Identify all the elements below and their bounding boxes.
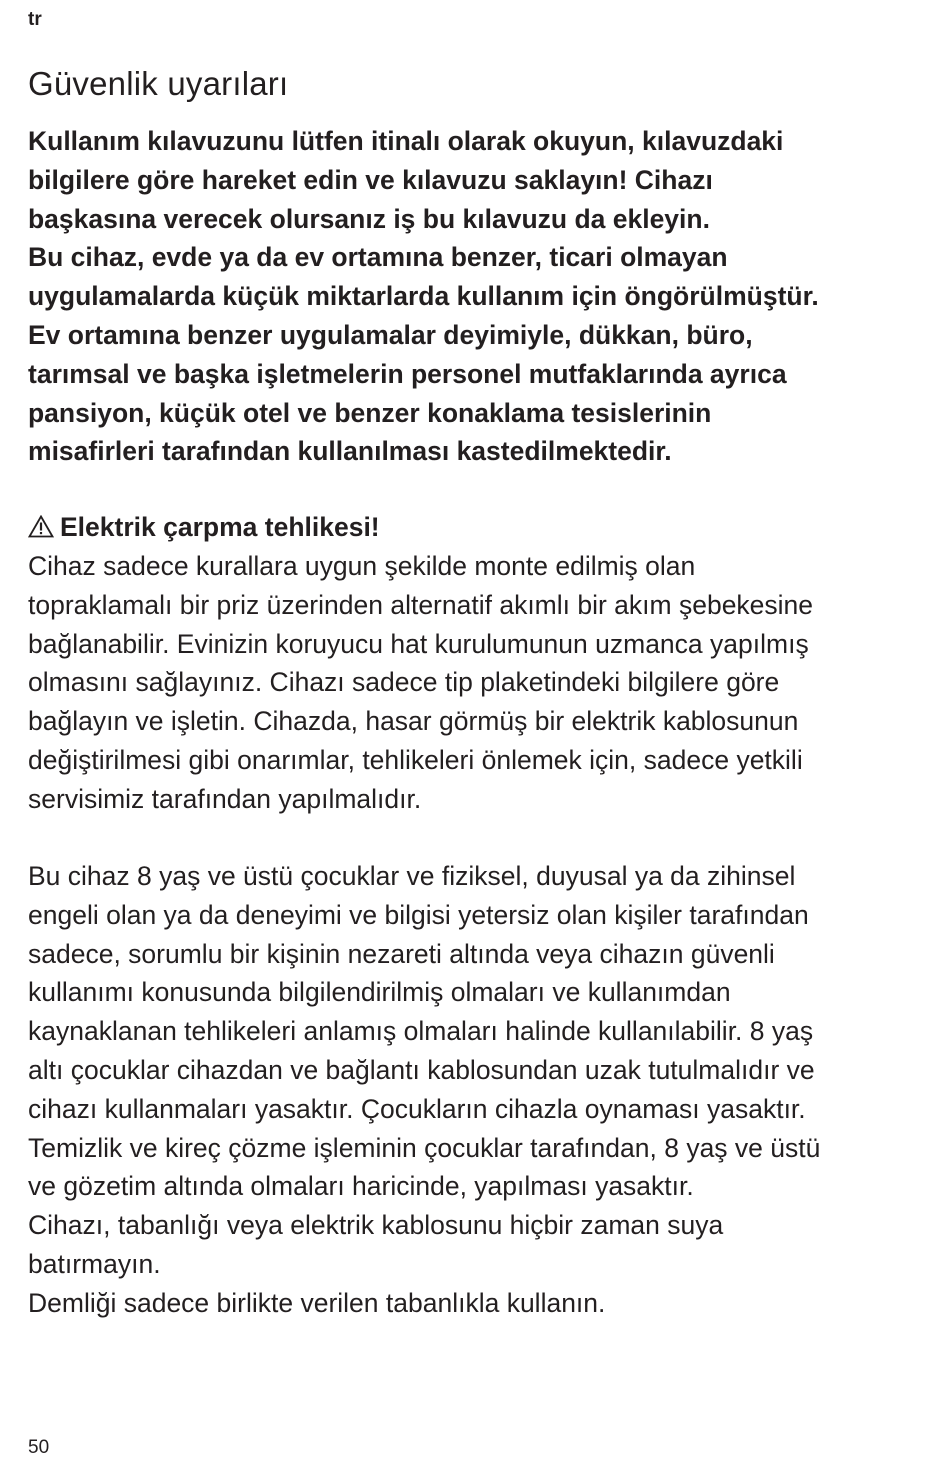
- warning-heading: [28, 508, 380, 547]
- children-line: Bu cihaz 8 yaş ve üstü çocuklar ve fiziksel, duyusal ya da zihinsel: [28, 861, 796, 891]
- children-line: Cihazı, tabanlığı veya elektrik kablosunu hiçbir zaman suya: [28, 1210, 724, 1241]
- page-title: Güvenlik uyarıları: [28, 65, 289, 102]
- children-line: engeli olan ya da deneyimi ve bilgisi yetersiz olan kişiler tarafından: [28, 899, 809, 930]
- electrical-paragraph: [28, 547, 946, 819]
- children-line: Demliği sadece birlikte verilen tabanlıkla kullanın.: [28, 1287, 606, 1318]
- intro-line: misafirleri tarafından kullanılması kastedilmektedir.: [28, 436, 672, 467]
- electrical-line: olmasını sağlayınız. Cihazı sadece tip plaketindeki bilgilere göre: [28, 667, 780, 698]
- children-line: cihazı kullanmaları yasaktır. Çocukların cihazla oynaması yasaktır.: [28, 1093, 806, 1124]
- intro-line: pansiyon, küçük otel ve benzer konaklama tesislerinin: [28, 397, 712, 428]
- intro-line: Kullanım kılavuzunu lütfen itinalı olarak okuyun, kılavuzdaki: [28, 126, 784, 156]
- children-line: ve gözetim altında olmaları haricinde, yapılması yasaktır.: [28, 1171, 694, 1202]
- intro-line: Ev ortamına benzer uygulamalar deyimiyle, dükkan, büro,: [28, 319, 753, 350]
- children-line: sadece, sorumlu bir kişinin nezareti altında veya cihazın güvenli: [28, 938, 775, 969]
- children-line: Temizlik ve kireç çözme işleminin çocuklar tarafından, 8 yaş ve üstü: [28, 1132, 821, 1163]
- intro-line: Bu cihaz, evde ya da ev ortamına benzer, ticari olmayan: [28, 242, 728, 273]
- electrical-line: değiştirilmesi gibi onarımlar, tehlikeleri önlemek için, sadece yetkili: [28, 744, 803, 775]
- electrical-line: servisimiz tarafından yapılmalıdır.: [28, 783, 422, 814]
- children-line: kullanımı konusunda bilgilendirilmiş olmaları ve kullanımdan: [28, 977, 731, 1008]
- electrical-line: Cihaz sadece kurallara uygun şekilde monte edilmiş olan: [28, 551, 696, 581]
- language-code: tr: [28, 9, 42, 30]
- warning-heading-text: Elektrik çarpma tehlikesi!: [60, 512, 380, 542]
- intro-paragraph: [28, 122, 943, 471]
- electrical-line: topraklamalı bir priz üzerinden alternatif akımlı bir akım şebekesine: [28, 589, 814, 620]
- electrical-line: bağlanabilir. Evinizin koruyucu hat kurulumunun uzmanca yapılmış: [28, 628, 809, 659]
- intro-line: tarımsal ve başka işletmelerin personel mutfaklarında ayrıca: [28, 358, 787, 389]
- intro-line: uygulamalarda küçük miktarlarda kullanım için öngörülmüştür.: [28, 281, 819, 312]
- children-line: altı çocuklar cihazdan ve bağlantı kablosundan uzak tutulmalıdır ve: [28, 1054, 815, 1085]
- electrical-line: bağlayın ve işletin. Cihazda, hasar görmüş bir elektrik kablosunun: [28, 706, 799, 737]
- intro-line: bilgilere göre hareket edin ve kılavuzu saklayın! Cihazı: [28, 164, 713, 195]
- children-line: kaynaklanan tehlikeleri anlamış olmaları halinde kullanılabilir. 8 yaş: [28, 1016, 814, 1047]
- children-paragraph: [28, 857, 946, 1323]
- page-number: 50: [28, 1437, 50, 1458]
- children-line: batırmayın.: [28, 1248, 161, 1279]
- intro-line: başkasına verecek olursanız iş bu kılavuzu da ekleyin.: [28, 203, 710, 234]
- warning-triangle-icon: [28, 515, 54, 538]
